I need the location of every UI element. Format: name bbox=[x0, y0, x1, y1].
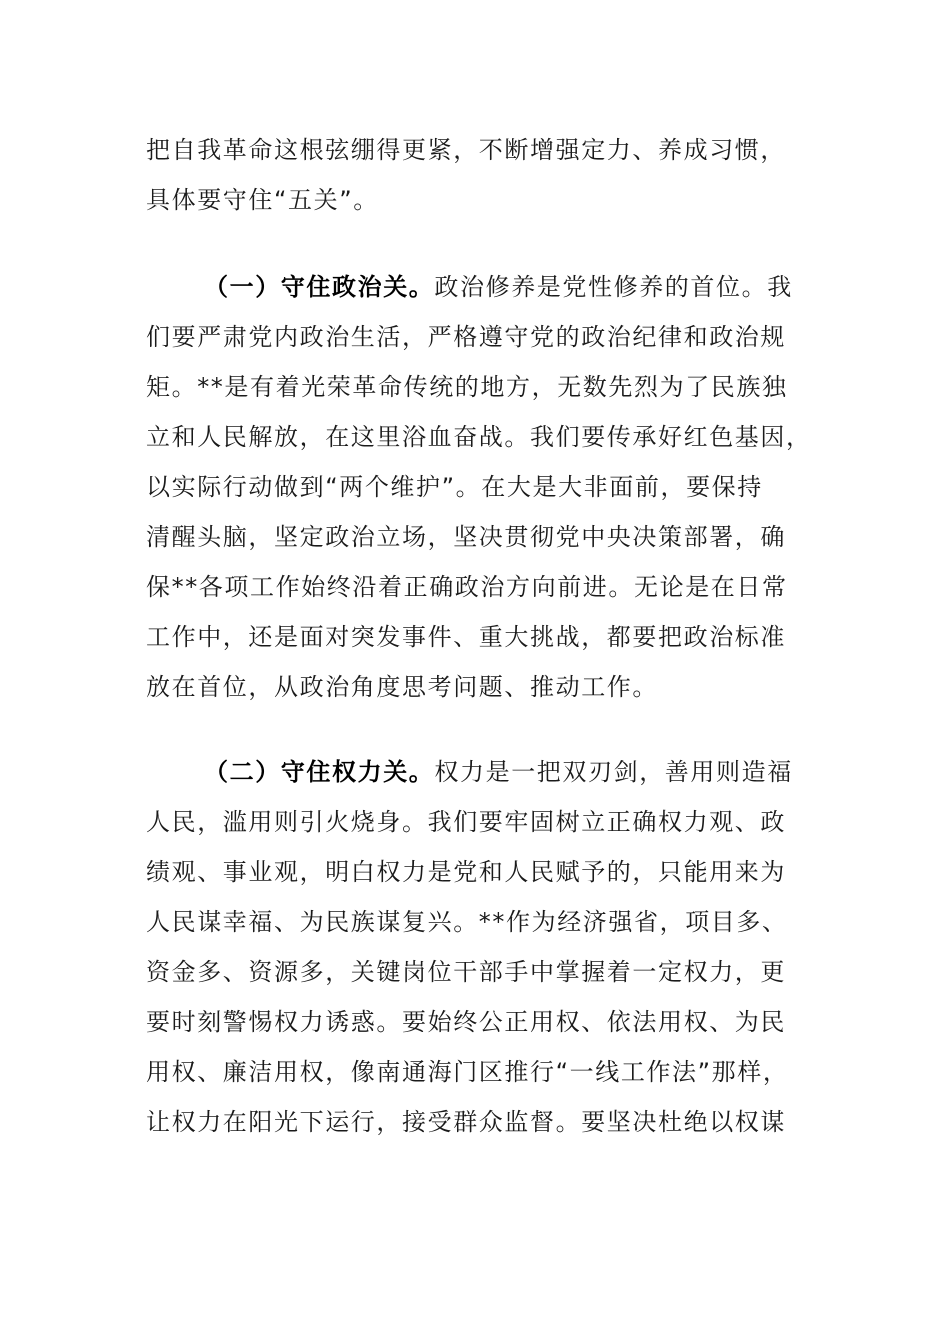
paragraph-first-line bbox=[204, 757, 793, 787]
text-line: 保**各项工作始终沿着正确政治方向前进。无论是在日常 bbox=[146, 573, 788, 601]
section-heading: （一）守住政治关。 bbox=[204, 273, 435, 301]
text-line: 具体要守住“五关”。 bbox=[146, 186, 379, 214]
text-line: 们要严肃党内政治生活，严格遵守党的政治纪律和政治规 bbox=[146, 323, 786, 351]
text-line: 把自我革命这根弦绷得更紧，不断增强定力、养成习惯， bbox=[146, 136, 786, 164]
text-line: 工作中，还是面对突发事件、重大挑战，都要把政治标准 bbox=[146, 623, 786, 651]
text-line: 人民谋幸福、为民族谋复兴。**作为经济强省，项目多、 bbox=[146, 908, 788, 936]
text-line: 人民，滥用则引火烧身。我们要牢固树立正确权力观、政 bbox=[146, 808, 786, 836]
paragraph-first-line bbox=[204, 272, 793, 302]
text-span: 政治修养是党性修养的首位。我 bbox=[434, 273, 793, 301]
text-line: 矩。**是有着光荣革命传统的地方，无数先烈为了民族独 bbox=[146, 373, 788, 401]
text-line: 资金多、资源多，关键岗位干部手中掌握着一定权力，更 bbox=[146, 958, 786, 986]
text-line: 绩观、事业观，明白权力是党和人民赋予的，只能用来为 bbox=[146, 858, 786, 886]
section-heading: （二）守住权力关。 bbox=[204, 758, 435, 786]
text-line: 让权力在阳光下运行，接受群众监督。要坚决杜绝以权谋 bbox=[146, 1108, 786, 1136]
text-line: 立和人民解放，在这里浴血奋战。我们要传承好红色基因， bbox=[146, 423, 812, 451]
text-line: 放在首位，从政治角度思考问题、推动工作。 bbox=[146, 673, 658, 701]
text-span: 权力是一把双刃剑，善用则造福 bbox=[434, 758, 793, 786]
text-line: 以实际行动做到“两个维护”。在大是大非面前，要保持 bbox=[146, 473, 763, 501]
text-line: 清醒头脑，坚定政治立场，坚决贯彻党中央决策部署，确 bbox=[146, 523, 786, 551]
text-line: 要时刻警惕权力诱惑。要始终公正用权、依法用权、为民 bbox=[146, 1008, 786, 1036]
text-line: 用权、廉洁用权，像南通海门区推行“一线工作法”那样， bbox=[146, 1058, 789, 1086]
